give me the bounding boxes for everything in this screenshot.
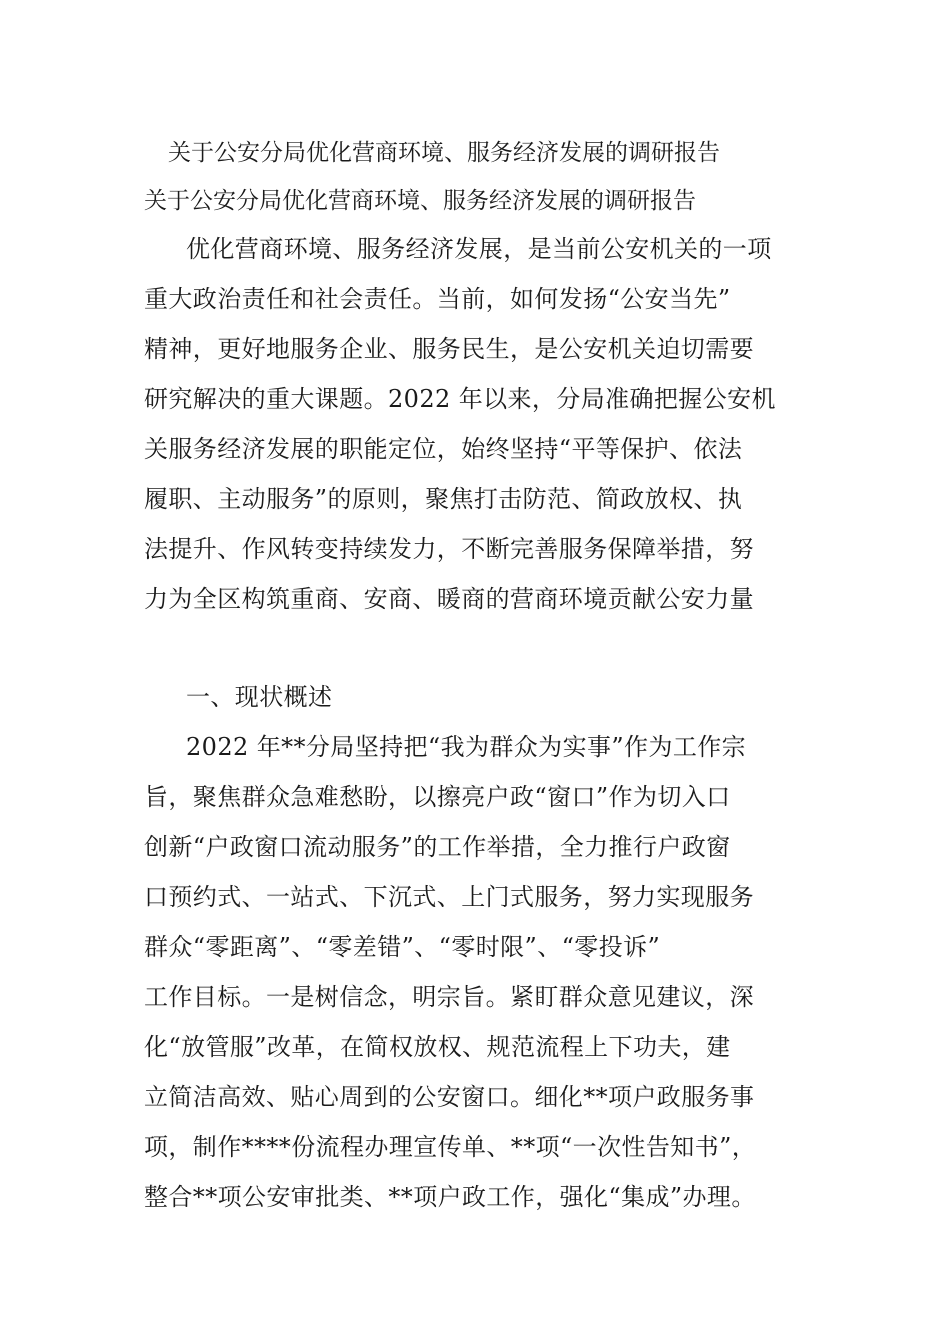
paragraph-line: 优化营商环境、服务经济发展，是当前公安机关的一项 xyxy=(186,235,772,263)
document-subtitle: 关于公安分局优化营商环境、服务经济发展的调研报告 xyxy=(144,188,696,214)
paragraph-line: 群众“零距离”、“零差错”、“零时限”、“零投诉” xyxy=(144,933,661,961)
document-title: 关于公安分局优化营商环境、服务经济发展的调研报告 xyxy=(168,140,720,166)
paragraph-line: 旨，聚焦群众急难愁盼，以擦亮户政“窗口”作为切入口 xyxy=(144,783,731,811)
paragraph-line: 力为全区构筑重商、安商、暖商的营商环境贡献公安力量 xyxy=(144,585,754,613)
paragraph-line: 研究解决的重大课题。2022 年以来，分局准确把握公安机 xyxy=(144,385,776,413)
paragraph-line: 创新“户政窗口流动服务”的工作举措，全力推行户政窗 xyxy=(144,833,731,861)
paragraph-line: 精神，更好地服务企业、服务民生，是公安机关迫切需要 xyxy=(144,335,754,363)
paragraph-line: 口预约式、一站式、下沉式、上门式服务，努力实现服务 xyxy=(144,883,754,911)
paragraph-line: 2022 年**分局坚持把“我为群众为实事”作为工作宗 xyxy=(186,733,747,761)
paragraph-line: 法提升、作风转变持续发力，不断完善服务保障举措，努 xyxy=(144,535,754,563)
paragraph-line: 关服务经济发展的职能定位，始终坚持“平等保护、依法 xyxy=(144,435,743,463)
paragraph-line: 项，制作****份流程办理宣传单、**项“一次性告知书”， xyxy=(144,1133,757,1161)
paragraph-line: 化“放管服”改革，在简权放权、规范流程上下功夫，建 xyxy=(144,1033,731,1061)
paragraph-line: 整合**项公安审批类、**项户政工作，强化“集成”办理。 xyxy=(144,1183,756,1211)
paragraph-line: 履职、主动服务”的原则，聚焦打击防范、简政放权、执 xyxy=(144,485,743,513)
paragraph-line: 工作目标。一是树信念，明宗旨。紧盯群众意见建议，深 xyxy=(144,983,754,1011)
paragraph-line: 重大政治责任和社会责任。当前，如何发扬“公安当先” xyxy=(144,285,731,313)
section-heading: 一、现状概述 xyxy=(186,683,333,711)
paragraph-line: 立简洁高效、贴心周到的公安窗口。细化**项户政服务事 xyxy=(144,1083,755,1111)
